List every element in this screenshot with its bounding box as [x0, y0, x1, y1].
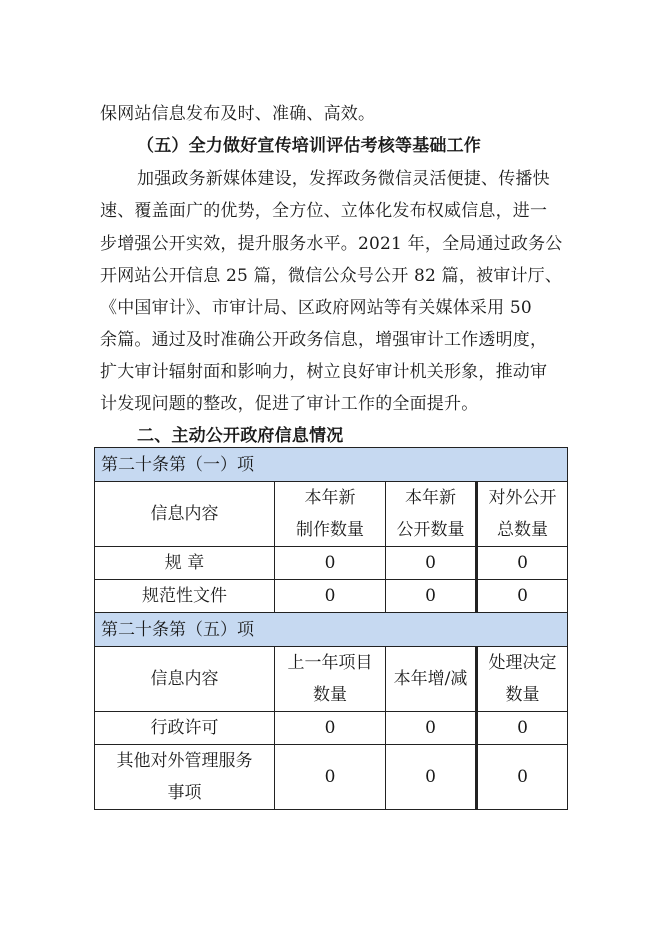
paragraph-line: 速、覆盖面广的优势，全方位、立体化发布权威信息，进一	[100, 201, 548, 221]
header-line: 数量	[505, 685, 540, 705]
header-line: 本年新	[304, 488, 356, 508]
header-total-public	[477, 482, 568, 547]
header-year-change: 本年增/减	[386, 647, 477, 712]
paragraph-line: 步增强公开实效，提升服务水平。2021 年，全局通过政务公	[100, 234, 563, 254]
header-line: 处理决定	[488, 653, 557, 673]
cell-value: 0	[275, 547, 386, 580]
cell-value: 0	[477, 547, 568, 580]
label-line: 事项	[167, 783, 202, 803]
header-info-content: 信息内容	[95, 647, 275, 712]
cell-value: 0	[386, 547, 477, 580]
table-header-row	[95, 482, 568, 547]
cell-value: 0	[275, 712, 386, 745]
table-section-header	[95, 448, 568, 482]
header-line: 数量	[313, 685, 347, 705]
header-line: 制作数量	[296, 520, 364, 540]
header-line: 公开数量	[396, 520, 465, 540]
header-new-made	[275, 482, 386, 547]
paragraph-line: 余篇。通过及时准确公开政务信息，增强审计工作透明度，	[100, 330, 548, 350]
label-line: 其他对外管理服务	[116, 751, 253, 771]
header-prev-year-count	[275, 647, 386, 712]
row-label: 行政许可	[95, 712, 275, 745]
paragraph-line: 《中国审计》、市审计局、区政府网站等有关媒体采用 50	[100, 298, 532, 318]
cell-value: 0	[477, 745, 568, 810]
paragraph-line: 保网站信息发布及时、准确、高效。	[100, 104, 376, 124]
section-b-title: 第二十条第（五）项	[95, 613, 568, 647]
cell-value: 0	[386, 712, 477, 745]
table-section-header	[95, 613, 568, 647]
public-info-table	[94, 447, 568, 810]
paragraph-line: 开网站公开信息 25 篇，微信公众号公开 82 篇，被审计厅、	[100, 266, 563, 286]
table-row	[95, 745, 568, 810]
table-row	[95, 547, 568, 580]
header-info-content: 信息内容	[95, 482, 275, 547]
section-a-title: 第二十条第（一）项	[95, 448, 568, 482]
paragraph-line: 加强政务新媒体建设，发挥政务微信灵活便捷、传播快	[137, 169, 550, 189]
header-line: 总数量	[497, 520, 548, 540]
cell-value: 0	[386, 745, 477, 810]
cell-value: 0	[275, 745, 386, 810]
table-row	[95, 580, 568, 613]
section-heading-2: 二、主动公开政府信息情况	[137, 426, 344, 446]
table-row	[95, 712, 568, 745]
row-label: 规范性文件	[95, 580, 275, 613]
section-heading-5: （五）全力做好宣传培训评估考核等基础工作	[137, 136, 481, 156]
header-line: 本年新	[405, 488, 456, 508]
header-line: 上一年项目	[287, 653, 373, 673]
paragraph-line: 计发现问题的整改，促进了审计工作的全面提升。	[100, 394, 479, 414]
row-label: 规 章	[95, 547, 275, 580]
cell-value: 0	[477, 712, 568, 745]
row-label	[95, 745, 275, 810]
header-line: 对外公开	[488, 488, 557, 508]
cell-value: 0	[275, 580, 386, 613]
header-decisions-count	[477, 647, 568, 712]
cell-value: 0	[386, 580, 477, 613]
paragraph-line: 扩大审计辐射面和影响力，树立良好审计机关形象，推动审	[100, 362, 548, 382]
cell-value: 0	[477, 580, 568, 613]
table-header-row	[95, 647, 568, 712]
header-new-published	[386, 482, 477, 547]
